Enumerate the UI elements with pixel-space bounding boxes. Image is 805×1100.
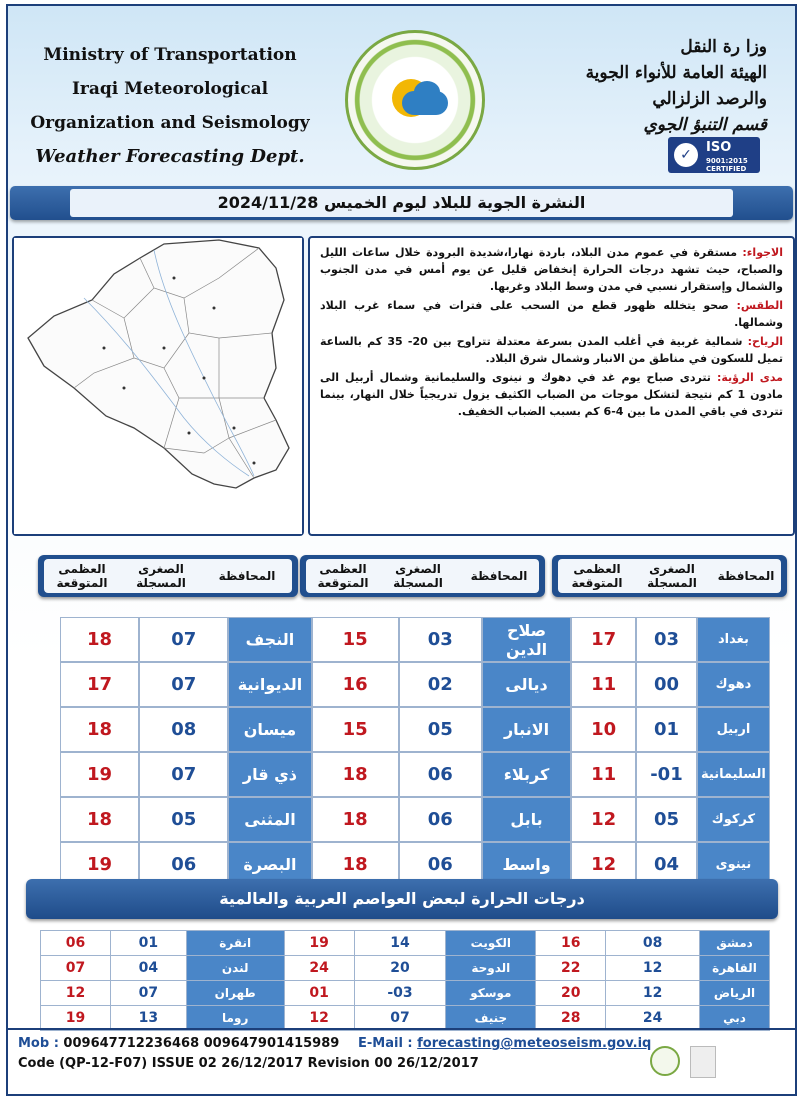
max-temp: 19 xyxy=(284,931,354,956)
meteorology-logo-icon xyxy=(345,30,485,170)
forecast-weather xyxy=(320,297,783,331)
capital-name: الدوحة xyxy=(446,956,536,981)
footer-divider xyxy=(8,1028,795,1030)
header-english xyxy=(22,38,318,174)
cloud-base-icon xyxy=(402,91,448,115)
column-header-group-3 xyxy=(38,555,298,597)
province-name: الانبار xyxy=(482,707,571,752)
min-temp: 14 xyxy=(354,931,446,956)
max-temp: 12 xyxy=(41,981,111,1006)
atmosphere-text: مستقرة في عموم مدن البلاد، باردة نهارا،شديدة البرودة خلال ساعات الليل والصباح، حيث تشهد درجات الحرارة إنخفاض قليل عن يوم أمس في مدن الجنوب والشمال وإستقرار نسبي في مدن وسط البلاد وغربها. xyxy=(320,246,783,293)
min-temp: 12 xyxy=(606,956,700,981)
min-temp: 03 xyxy=(636,617,697,662)
min-temp: 03 xyxy=(399,617,482,662)
min-temp: -01 xyxy=(636,752,697,797)
capital-name: دمشق xyxy=(700,931,770,956)
province-name: بغداد xyxy=(697,617,770,662)
province-temperature-table xyxy=(60,617,770,887)
max-temp: 18 xyxy=(60,707,139,752)
min-temp: 01 xyxy=(110,931,186,956)
province-header: المحافظة xyxy=(470,569,528,583)
province-name: نينوى xyxy=(697,842,770,887)
max-temp: 22 xyxy=(536,956,606,981)
min-header: الصغرى المسجلة xyxy=(647,562,697,590)
min-temp: 06 xyxy=(139,842,228,887)
seal-icon xyxy=(650,1046,680,1076)
max-temp: 19 xyxy=(41,1006,111,1031)
mobile-label: Mob : xyxy=(18,1036,59,1051)
min-temp: 00 xyxy=(636,662,697,707)
min-header: الصغرى المسجلة xyxy=(393,562,443,590)
province-name: المثنى xyxy=(228,797,311,842)
province-name: البصرة xyxy=(228,842,311,887)
min-temp: 07 xyxy=(139,617,228,662)
min-temp: 07 xyxy=(139,662,228,707)
max-temp: 18 xyxy=(60,617,139,662)
winds-label: الرياح: xyxy=(747,335,783,348)
org-name-line2: Organization and Seismology xyxy=(30,113,310,133)
min-temp: 08 xyxy=(139,707,228,752)
document-code: Code (QP-12-F07) ISSUE 02 26/12/2017 Revision 00 26/12/2017 xyxy=(18,1056,479,1071)
max-temp: 20 xyxy=(536,981,606,1006)
province-name: ديالى xyxy=(482,662,571,707)
province-header: المحافظة xyxy=(717,569,775,583)
min-temp: 08 xyxy=(606,931,700,956)
capital-name: دبي xyxy=(700,1006,770,1031)
min-temp: 07 xyxy=(110,981,186,1006)
max-temp: 11 xyxy=(571,662,636,707)
max-temp: 19 xyxy=(60,752,139,797)
province-name: اربيل xyxy=(697,707,770,752)
min-temp: 05 xyxy=(399,707,482,752)
winds-text: شمالية غربية في أغلب المدن بسرعة معتدلة تتراوح بين 20- 35 كم بالساعة تميل للسكون في مناطق من الانبار وشمال شرق البلاد. xyxy=(320,335,783,365)
table-row xyxy=(60,797,770,842)
header-arabic xyxy=(477,34,767,138)
max-temp: 17 xyxy=(60,662,139,707)
mobile-numbers: 009647712236468 009647901415989 xyxy=(58,1036,340,1051)
column-header-group-2 xyxy=(300,555,545,597)
email-contact xyxy=(358,1036,651,1051)
ministry-name: Ministry of Transportation xyxy=(43,45,297,65)
province-name: كربلاء xyxy=(482,752,571,797)
iso-label: ISO xyxy=(706,140,732,155)
max-temp: 15 xyxy=(312,707,399,752)
min-temp: 07 xyxy=(139,752,228,797)
weather-text: صحو يتخلله ظهور قطع من السحب على فترات في سماء غرب البلاد وشمالها. xyxy=(320,299,783,329)
min-temp: -03 xyxy=(354,981,446,1006)
max-temp: 11 xyxy=(571,752,636,797)
iso-badge xyxy=(668,137,760,173)
max-temp: 18 xyxy=(312,752,399,797)
max-temp: 24 xyxy=(284,956,354,981)
atmosphere-label: الاجواء: xyxy=(742,246,783,259)
max-temp: 16 xyxy=(312,662,399,707)
visibility-label: مدى الرؤية: xyxy=(716,371,783,384)
min-temp: 05 xyxy=(139,797,228,842)
min-temp: 20 xyxy=(354,956,446,981)
min-temp: 01 xyxy=(636,707,697,752)
capital-name: القاهرة xyxy=(700,956,770,981)
min-temp: 06 xyxy=(399,842,482,887)
forecast-text-panel xyxy=(308,236,795,536)
capital-name: الرياض xyxy=(700,981,770,1006)
forecast-visibility xyxy=(320,369,783,420)
logo-small-icon xyxy=(722,1050,774,1074)
forecast-atmosphere xyxy=(320,244,783,295)
min-temp: 12 xyxy=(606,981,700,1006)
max-temp: 12 xyxy=(284,1006,354,1031)
capital-name: موسكو xyxy=(446,981,536,1006)
capital-name: لندن xyxy=(186,956,284,981)
province-name: بابل xyxy=(482,797,571,842)
min-header: الصغرى المسجلة xyxy=(136,562,186,590)
table-row xyxy=(41,981,770,1006)
certificate-icon xyxy=(690,1046,716,1078)
table-row xyxy=(60,707,770,752)
max-temp: 06 xyxy=(41,931,111,956)
world-capitals-title: درجات الحرارة لبعض العواصم العربية والعالمية xyxy=(26,879,778,919)
visibility-text: تتردى صباح يوم غد في دهوك و نينوى والسليمانية وشمال أربيل الى مادون 1 كم نتيجة لتشكل موجات من الضباب الكثيف يزول تدريجياً خلال النهار، بينما تتردى في باقي المدن ما بين 4-6 كم بسبب الضباب الخفيف. xyxy=(320,371,783,418)
iso-sub: 9001:2015 CERTIFIED xyxy=(706,157,748,173)
table-row xyxy=(41,1006,770,1031)
max-temp: 28 xyxy=(536,1006,606,1031)
max-temp: 07 xyxy=(41,956,111,981)
province-name: النجف xyxy=(228,617,311,662)
min-temp: 02 xyxy=(399,662,482,707)
max-temp: 18 xyxy=(312,842,399,887)
department-name: Weather Forecasting Dept. xyxy=(35,146,305,167)
max-temp: 16 xyxy=(536,931,606,956)
iraq-map xyxy=(14,238,302,534)
weather-label: الطقس: xyxy=(736,299,783,312)
capital-name: الكويت xyxy=(446,931,536,956)
max-temp: 17 xyxy=(571,617,636,662)
forecast-winds xyxy=(320,333,783,367)
mobile-contact xyxy=(18,1036,339,1051)
province-name: دهوك xyxy=(697,662,770,707)
min-temp: 06 xyxy=(399,752,482,797)
province-name: كركوك xyxy=(697,797,770,842)
province-name: ذي قار xyxy=(228,752,311,797)
department-name-ar: قسم التنبؤ الجوي xyxy=(643,115,767,135)
table-row xyxy=(41,931,770,956)
world-capitals-table xyxy=(40,930,770,1031)
max-temp: 10 xyxy=(571,707,636,752)
max-temp: 12 xyxy=(571,842,636,887)
max-temp: 01 xyxy=(284,981,354,1006)
max-temp: 18 xyxy=(60,797,139,842)
max-temp: 12 xyxy=(571,797,636,842)
min-temp: 04 xyxy=(636,842,697,887)
min-temp: 04 xyxy=(110,956,186,981)
org-name-ar-line2: والرصد الزلزالي xyxy=(652,89,767,109)
min-temp: 05 xyxy=(636,797,697,842)
max-temp: 15 xyxy=(312,617,399,662)
bulletin-title-bar xyxy=(10,186,793,220)
email-link[interactable]: forecasting@meteoseism.gov.iq xyxy=(417,1036,652,1051)
capital-name: طهران xyxy=(186,981,284,1006)
min-temp: 07 xyxy=(354,1006,446,1031)
org-name-ar-line1: الهيئة العامة للأنواء الجوية xyxy=(585,63,767,83)
province-name: صلاح الدين xyxy=(482,617,571,662)
table-row xyxy=(41,956,770,981)
table-row xyxy=(60,617,770,662)
email-label: E-Mail : xyxy=(358,1036,413,1051)
column-header-group-1 xyxy=(552,555,787,597)
ministry-name-ar: وزا رة النقل xyxy=(680,37,767,57)
province-header: المحافظة xyxy=(218,569,276,583)
province-name: السليمانية xyxy=(697,752,770,797)
max-header: العظمى المتوقعة xyxy=(56,562,108,590)
max-temp: 19 xyxy=(60,842,139,887)
capital-name: جنيف xyxy=(446,1006,536,1031)
province-name: واسط xyxy=(482,842,571,887)
min-temp: 24 xyxy=(606,1006,700,1031)
province-name: الديوانية xyxy=(228,662,311,707)
min-temp: 06 xyxy=(399,797,482,842)
min-temp: 13 xyxy=(110,1006,186,1031)
bulletin-title: النشرة الجوية للبلاد ليوم الخميس 2024/11/28 xyxy=(70,189,733,217)
max-header: العظمى المتوقعة xyxy=(571,562,623,590)
table-row xyxy=(60,662,770,707)
capital-name: انقرة xyxy=(186,931,284,956)
max-header: العظمى المتوقعة xyxy=(317,562,369,590)
org-name-line1: Iraqi Meteorological xyxy=(71,79,269,99)
capital-name: روما xyxy=(186,1006,284,1031)
table-row xyxy=(60,752,770,797)
check-icon: ✓ xyxy=(674,143,698,167)
max-temp: 18 xyxy=(312,797,399,842)
province-name: ميسان xyxy=(228,707,311,752)
